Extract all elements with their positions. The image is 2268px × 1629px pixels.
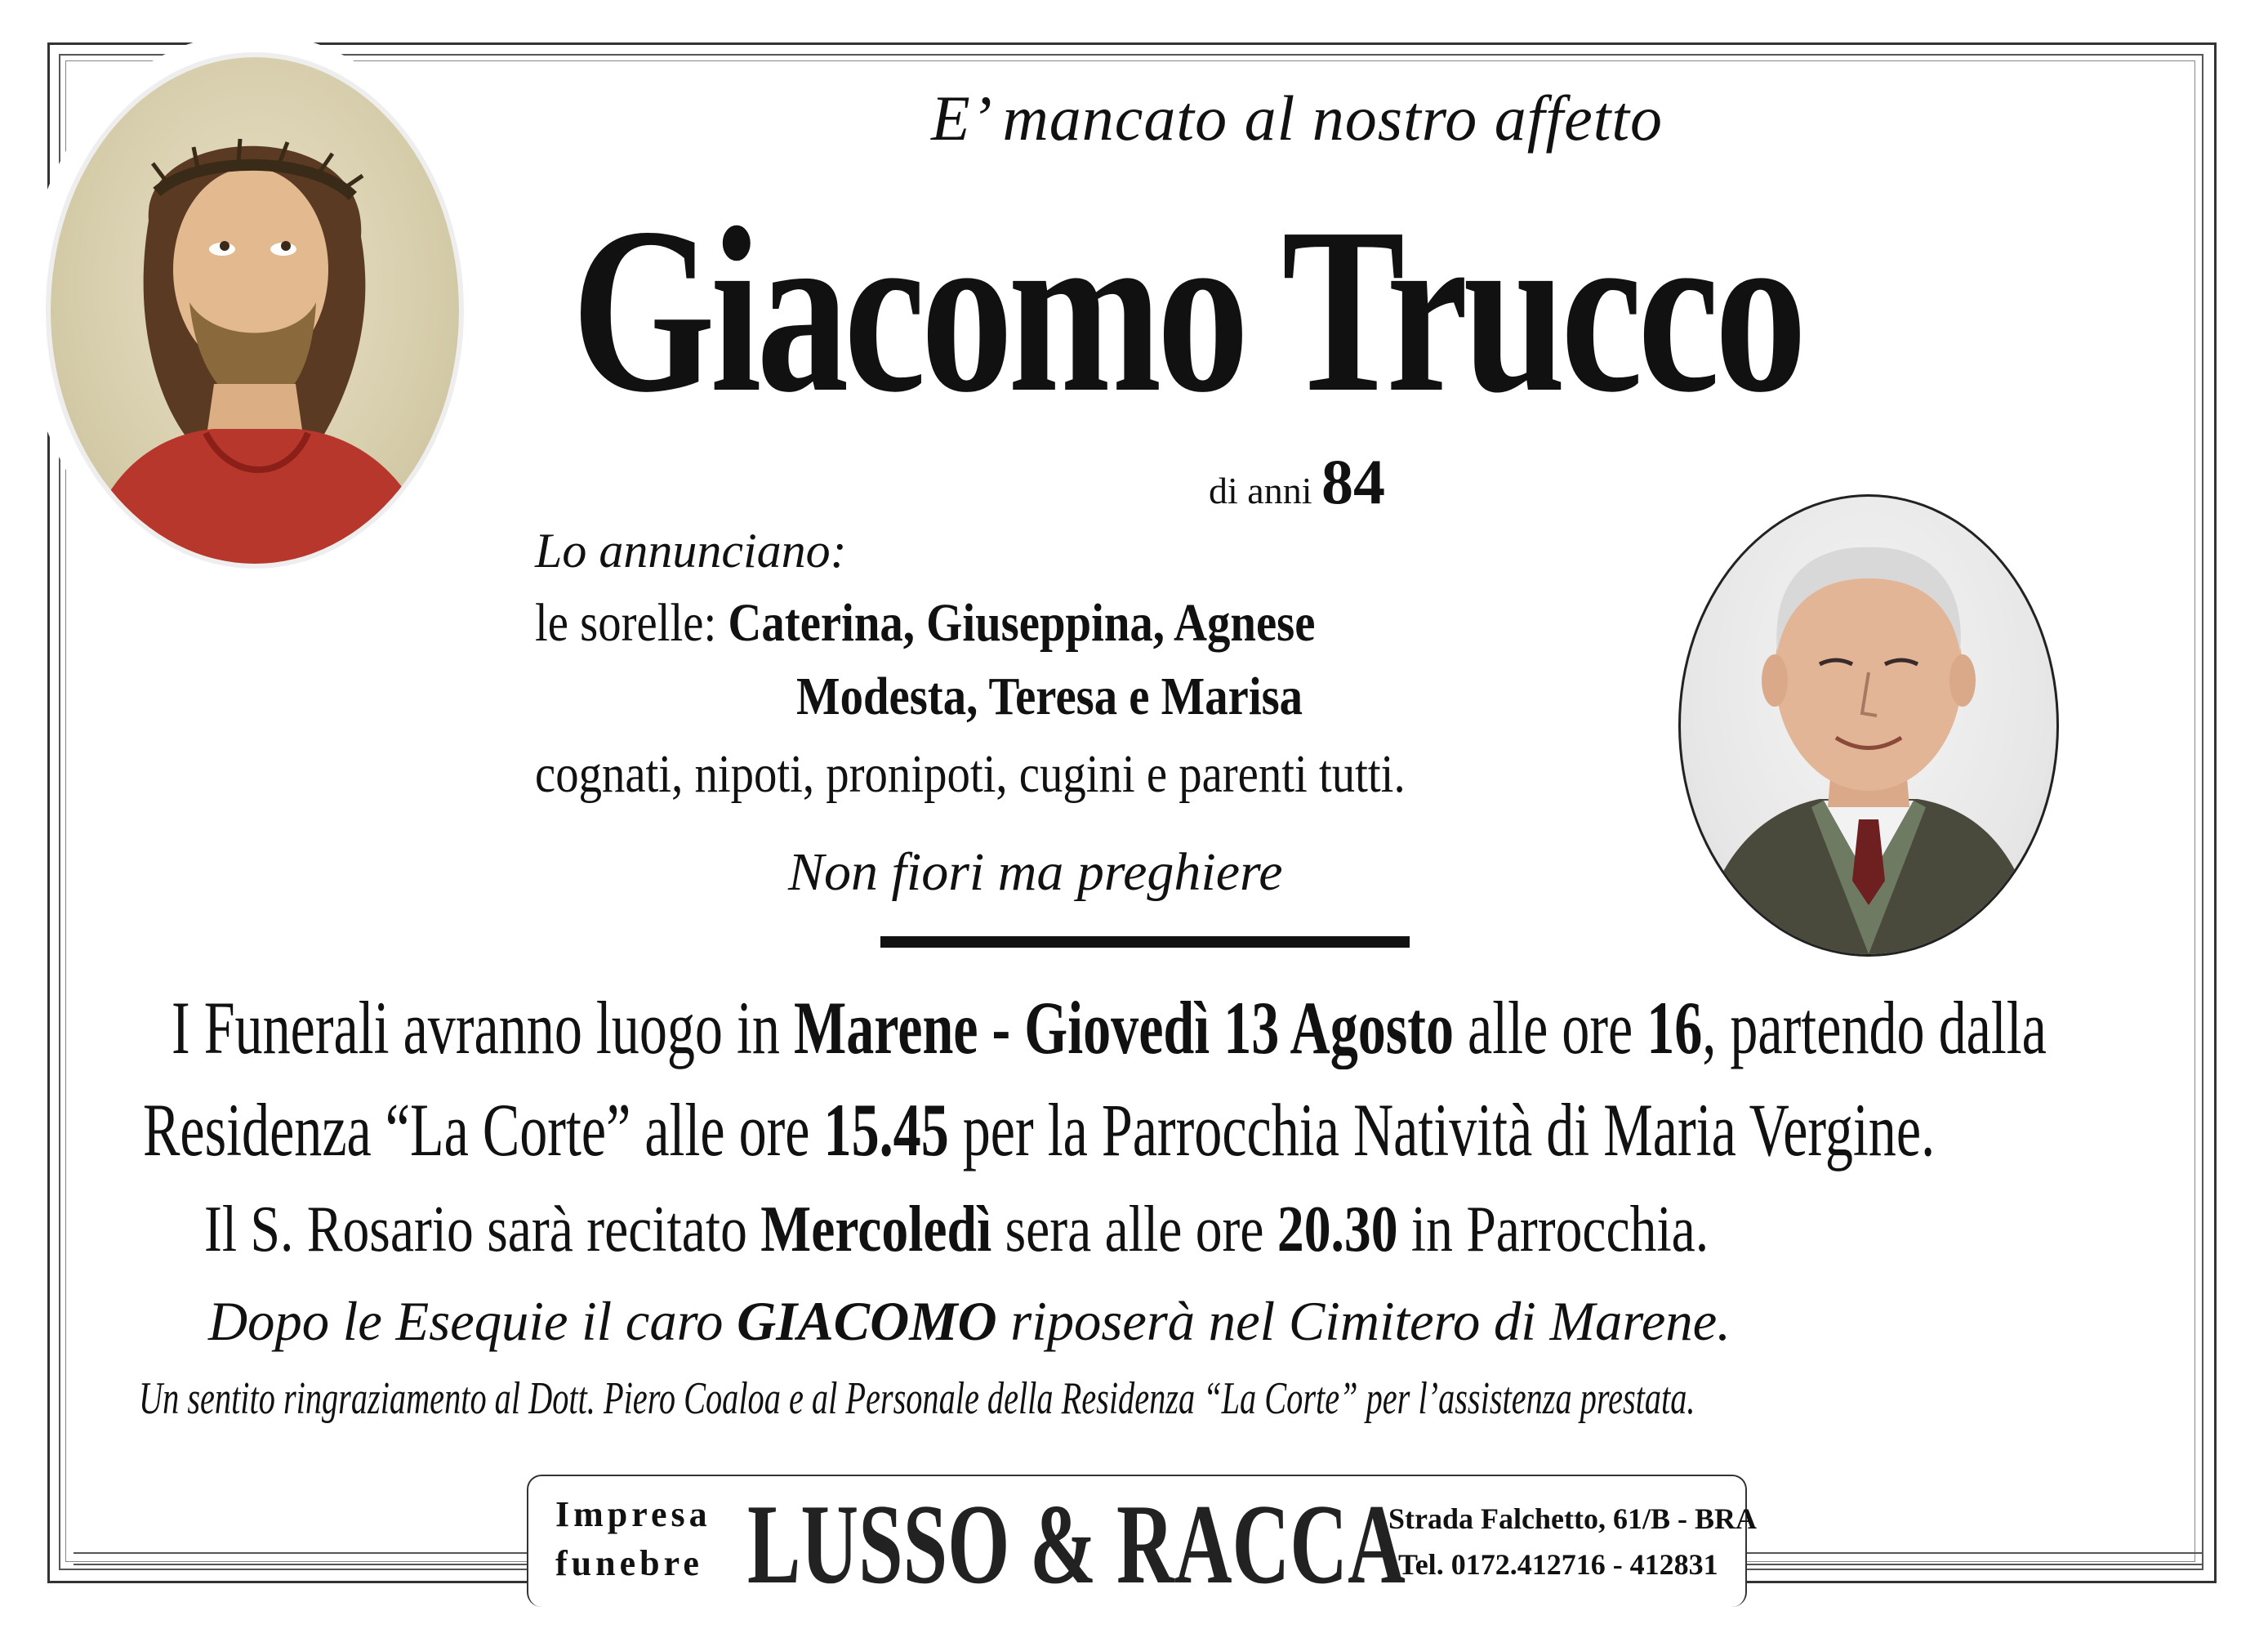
burial-text-a: Dopo le Esequie il caro [208,1290,737,1352]
deceased-portrait-image [1678,494,2059,957]
thanks-line: Un sentito ringraziamento al Dott. Piero Coaloa e al Personale della Residenza “La Corte” per l’assistenza prestata. [139,1373,1695,1424]
age-value: 84 [1321,446,1385,517]
funeral-home-brand: LUSSO & RACCA [747,1481,1406,1608]
notice-tagline: E’ mancato al nostro affetto [931,83,1664,154]
sisters-names-1: Caterina, Giuseppina, Agnese [728,593,1316,653]
funeral-text-1c: alle ore [1454,986,1647,1069]
burial-name: GIACOMO [737,1290,997,1352]
rosary-time: 20.30 [1277,1194,1398,1265]
rosary-text-e: in Parrocchia. [1397,1194,1709,1265]
rosary-text-c: sera alle ore [991,1194,1277,1265]
prayers-line: Non fiori ma preghiere [788,842,1283,902]
deceased-name: Giacomo Trucco [572,179,1802,441]
funeral-home-address: Strada Falchetto, 61/B - BRA [1388,1502,1757,1535]
departure-time: 15.45 [823,1088,949,1172]
funeral-home-phone: Tel. 0172.412716 - 412831 [1398,1548,1718,1581]
burial-line [208,1289,1731,1354]
age-prefix: di anni [1209,470,1312,511]
funeral-line-2 [143,1087,1935,1173]
deceased-age [1209,445,1385,519]
rosary-day: Mercoledì [760,1194,992,1265]
divider-rule [880,936,1410,948]
christ-portrait-image [51,57,459,564]
funeral-time: 16 [1646,986,1703,1069]
rosary-line [204,1193,1709,1267]
sisters-prefix: le sorelle: [535,593,717,653]
announcers-label: Lo annunciano: [535,524,847,578]
funeral-line-1 [172,984,2047,1071]
christ-illustration [51,57,459,564]
funeral-text-1a: I Funerali avranno luogo in [172,986,794,1069]
sisters-line-1 [535,592,1315,654]
rosary-text-a: Il S. Rosario sarà recitato [204,1194,761,1265]
burial-text-c: riposerà nel Cimitero di Marene. [996,1290,1731,1352]
footer-rule-right [1745,1552,2203,1565]
footer-impresa: Impresa [555,1494,711,1534]
footer-rule-left [74,1552,527,1565]
sisters-names-2: Modesta, Teresa e Marisa [796,667,1303,726]
deceased-photo-illustration [1681,497,2056,954]
funeral-text-2c: per la Parrocchia Natività di Maria Vergine. [948,1088,1936,1172]
relatives-line: cognati, nipoti, pronipoti, cugini e parenti tutti. [535,744,1406,804]
footer-funebre: funebre [555,1543,703,1583]
funeral-place-date: Marene - Giovedì 13 Agosto [793,986,1455,1069]
funeral-text-2a: Residenza “La Corte” alle ore [143,1088,824,1172]
funeral-text-1e: , partendo dalla [1702,986,2047,1069]
